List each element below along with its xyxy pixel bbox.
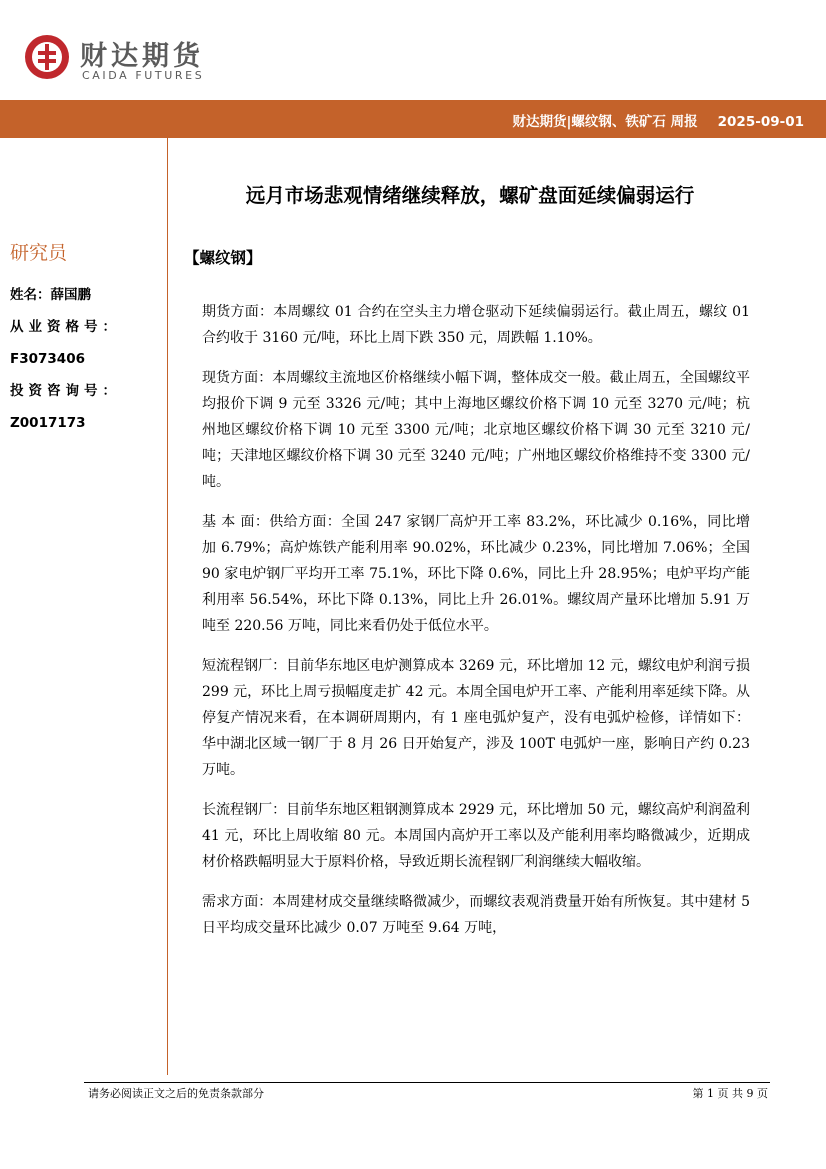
paragraph-label: 期货方面： [202,304,274,320]
caida-logo-icon [24,34,70,80]
researcher-name: 姓名：薛国鹏 [10,287,91,303]
paragraph-futures [202,299,750,351]
paragraph-label: 需求方面： [202,894,273,910]
paragraph-label: 现货方面： [202,370,273,386]
researcher-sidebar [10,238,160,439]
paragraph-text: 目前华东地区粗钢测算成本 2929 元，环比增加 50 元，螺纹高炉利润盈利 41 元，环比上周收缩 80 元。本周国内高炉开工率以及产能利用率均略微减少，近期成材价格跌幅明显大于原料价格，导致近期长流程钢厂利润继续大幅收缩。 [202,802,750,870]
footer-rule [84,1082,770,1083]
paragraph-text: 目前华东地区电炉测算成本 3269 元，环比增加 12 元，螺纹电炉利润亏损 299 元，环比上周亏损幅度走扩 42 元。本周全国电炉开工率、产能利用率延续下降。从停复产情况来看，在本调研周期内，有 1 座电弧炉复产，没有电弧炉检修，详情如下：华中湖北区域一钢厂于 8 月 26 日开始复产，涉及 100T 电弧炉一座，影响日产约 0.23 万吨。 [202,658,750,778]
company-logo [24,34,220,84]
section-heading-rebar: 【螺纹钢】 [184,249,262,267]
report-series: 财达期货|螺纹钢、铁矿石 周报 [512,114,698,130]
qualification-number: F3073406 [10,351,85,367]
page-number: 第 1 页 共 9 页 [692,1087,768,1100]
report-body [202,285,750,953]
header-banner [0,100,826,138]
paragraph-label: 基 本 面： [202,514,270,530]
consulting-label: 投资咨询号： [10,383,121,399]
paragraph-long-process [202,797,750,875]
banner-text [513,110,805,130]
footer-disclaimer: 请务必阅读正文之后的免责条款部分 [88,1087,264,1100]
sidebar-divider [167,138,168,1075]
paragraph-text: 本周螺纹主流地区价格继续小幅下调，整体成交一般。截止周五，全国螺纹平均报价下调 9 元至 3326 元/吨；其中上海地区螺纹价格下调 10 元至 3270 元/吨；杭州地区螺纹价格下调 10 元至 3300 元/吨；北京地区螺纹价格下调 30 元至 3210 元/吨；天津地区螺纹价格下调 30 元至 3240 元/吨；广州地区螺纹价格维持不变 3300 元/吨。 [202,370,751,490]
paragraph-fundamentals [202,509,750,639]
brand-name-cn: 财达期货 [80,41,204,72]
paragraph-text: 本周螺纹 01 合约在空头主力增仓驱动下延续偏弱运行。截止周五，螺纹 01 合约收于 3160 元/吨，环比上周下跌 350 元，周跌幅 1.10%。 [202,304,750,346]
paragraph-short-process [202,653,750,783]
report-title: 远月市场悲观情绪继续释放，螺矿盘面延续偏弱运行 [245,184,695,207]
brand-name-en: CAIDA FUTURES [82,69,205,82]
consulting-number: Z0017173 [10,415,86,431]
paragraph-demand [202,889,750,941]
report-date: 2025-09-01 [717,114,804,130]
paragraph-text: 供给方面：全国 247 家钢厂高炉开工率 83.2%，环比减少 0.16%，同比增加 6.79%；高炉炼铁产能利用率 90.02%，环比减少 0.23%，同比增加 7.06%；全国 90 家电炉钢厂平均开工率 75.1%，环比下降 0.6%，同比上升 28.95%；电炉平均产能利用率 56.54%，环比下降 0.13%，同比上升 26.01%。螺纹周产量环比增加 5.91 万吨至 220.56 万吨，同比来看仍处于低位水平。 [202,514,750,634]
researcher-heading: 研究员 [10,242,68,264]
paragraph-text: 本周建材成交量继续略微减少，而螺纹表观消费量开始有所恢复。其中建材 5 日平均成交量环比减少 0.07 万吨至 9.64 万吨， [202,894,751,936]
paragraph-label: 短流程钢厂： [202,658,287,674]
paragraph-spot [202,365,750,495]
qualification-label: 从业资格号： [10,319,121,335]
paragraph-label: 长流程钢厂： [202,802,287,818]
